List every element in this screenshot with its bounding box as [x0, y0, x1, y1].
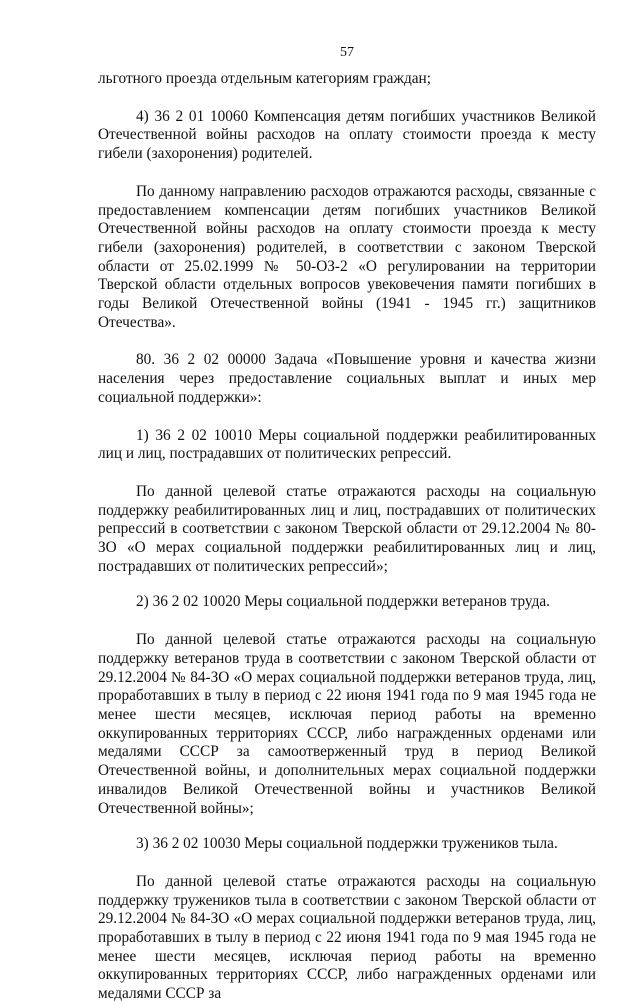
- paragraph-item-4: 4) 36 2 01 10060 Компенсация детям погибших участников Великой Отечественной войны расходов на оплату стоимости проезда к месту гибели (захоронения) родителей.: [98, 107, 596, 163]
- paragraph-item-1: 1) 36 2 02 10010 Меры социальной поддержки реабилитированных лиц и лиц, пострадавших от политических репрессий.: [98, 426, 596, 463]
- paragraph-description-item-3: По данной целевой статье отражаются расходы на социальную поддержку тружеников тыла в соответствии с законом Тверской области от 29.12.2004 № 84-ЗО «О мерах социальной поддержки ветеранов труда, лиц, проработавших в тылу в период с 22 июня 1941 года по 9 мая 1945 года не менее шести месяцев, исключая период работы на временно оккупированных территориях СССР, либо награжденных орденами или медалями СССР за: [98, 872, 596, 1003]
- paragraph-description-item-2: По данной целевой статье отражаются расходы на социальную поддержку ветеранов труда в соответствии с законом Тверской области от 29.12.2004 № 84-ЗО «О мерах социальной поддержки ветеранов труда, лиц, проработавших в тылу в период с 22 июня 1941 года по 9 мая 1945 года не менее шести месяцев, исключая период работы на временно оккупированных территориях СССР, либо награжденных орденами или медалями СССР за самоотверженный труд в период Великой Отечественной войны, и дополнительных мерах социальной поддержки инвалидов Великой Отечественной войны и участников Великой Отечественной войны»;: [98, 631, 596, 817]
- page-number: 57: [340, 45, 354, 60]
- paragraph-item-3: 3) 36 2 02 10030 Меры социальной поддержки тружеников тыла.: [136, 835, 558, 853]
- paragraph-continuation: льготного проезда отдельным категориям граждан;: [98, 70, 431, 87]
- paragraph-item-2: 2) 36 2 02 10020 Меры социальной поддержки ветеранов труда.: [136, 593, 551, 611]
- paragraph-description-item-4: По данному направлению расходов отражаются расходы, связанные с предоставлением компенсации детям погибших участников Великой Отечественной войны расходов на оплату стоимости проезда к месту гибели (захоронения) родителей, в соответствии с законом Тверской области от 25.02.1999 № 50-ОЗ-2 «О регулировании на территории Тверской области отдельных вопросов увековечения памяти погибших в годы Великой Отечественной войны (1941 - 1945 гг.) защитников Отечества».: [98, 182, 596, 331]
- document-page: [98, 44, 596, 1004]
- paragraph-description-item-1: По данной целевой статье отражаются расходы на социальную поддержку реабилитированных лиц и лиц, пострадавших от политических репрессий в соответствии с законом Тверской области от 29.12.2004 № 80-ЗО «О мерах социальной поддержки реабилитированных лиц и лиц, пострадавших от политических репрессий»;: [98, 482, 596, 575]
- paragraph-task-80: 80. 36 2 02 00000 Задача «Повышение уровня и качества жизни населения через предоставление социальных выплат и иных мер социальной поддержки»:: [98, 351, 596, 406]
